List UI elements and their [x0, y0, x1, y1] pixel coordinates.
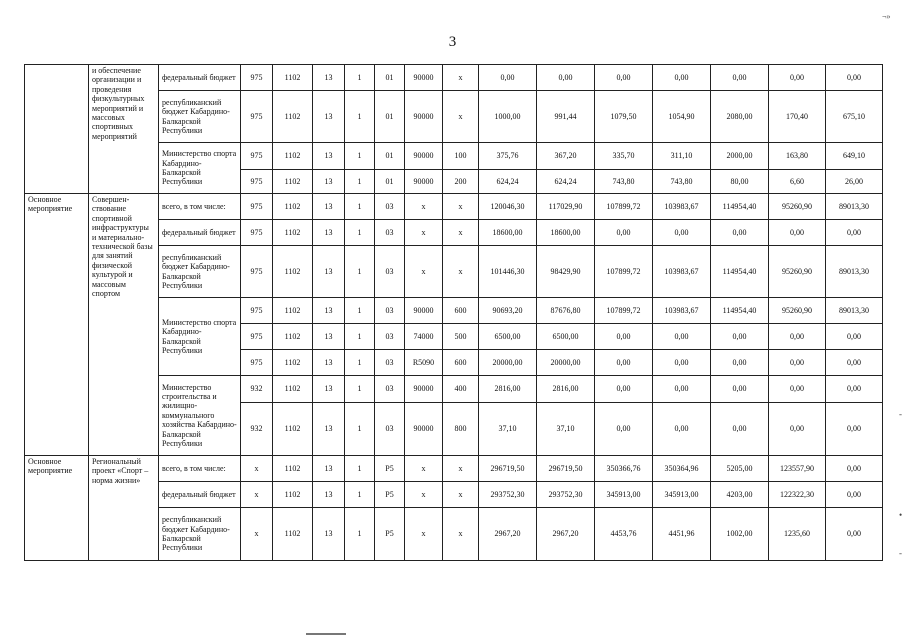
code-cell: 932 [241, 376, 273, 403]
event-name-cell: и обеспечение организации и проведения физкультурных мероприятий и массовых спортивных мероприятий [89, 65, 159, 194]
code-cell: х [443, 508, 479, 561]
value-cell: 95260,90 [769, 194, 826, 220]
code-cell: 975 [241, 91, 273, 143]
value-cell: 0,00 [769, 376, 826, 403]
code-cell: 1 [345, 194, 375, 220]
code-cell: 1102 [273, 220, 313, 246]
value-cell: 0,00 [769, 65, 826, 91]
value-cell: 0,00 [653, 350, 711, 376]
code-cell: 01 [375, 65, 405, 91]
funding-source-cell: республиканский бюджет Кабардино-Балкарской Республики [159, 246, 241, 298]
value-cell: 114954,40 [711, 194, 769, 220]
value-cell: 350364,96 [653, 456, 711, 482]
event-type-cell [25, 65, 89, 194]
side-mark: • [899, 510, 903, 520]
code-cell: 975 [241, 350, 273, 376]
code-cell: 13 [313, 170, 345, 194]
code-cell: 1 [345, 220, 375, 246]
code-cell: 13 [313, 376, 345, 403]
code-cell: 13 [313, 194, 345, 220]
value-cell: 0,00 [653, 403, 711, 456]
code-cell: 90000 [405, 65, 443, 91]
value-cell: 0,00 [826, 350, 883, 376]
funding-source-cell: республиканский бюджет Кабардино-Балкарской Республики [159, 508, 241, 561]
value-cell: 2967,20 [537, 508, 595, 561]
value-cell: 37,10 [537, 403, 595, 456]
value-cell: 0,00 [479, 65, 537, 91]
event-type-cell: Основное мероприятие [25, 456, 89, 561]
code-cell: х [443, 246, 479, 298]
value-cell: 345913,00 [653, 482, 711, 508]
value-cell: 350366,76 [595, 456, 653, 482]
code-cell: 1 [345, 170, 375, 194]
code-cell: 01 [375, 170, 405, 194]
code-cell: 100 [443, 143, 479, 170]
value-cell: 103983,67 [653, 246, 711, 298]
code-cell: х [241, 482, 273, 508]
code-cell: х [405, 508, 443, 561]
code-cell: 13 [313, 350, 345, 376]
code-cell: 975 [241, 298, 273, 324]
code-cell: 74000 [405, 324, 443, 350]
value-cell: 0,00 [595, 350, 653, 376]
code-cell: 13 [313, 482, 345, 508]
value-cell: 0,00 [595, 376, 653, 403]
value-cell: 89013,30 [826, 298, 883, 324]
bottom-mark [306, 633, 346, 635]
value-cell: 0,00 [595, 220, 653, 246]
funding-source-cell: федеральный бюджет [159, 220, 241, 246]
code-cell: 1 [345, 91, 375, 143]
code-cell: 13 [313, 220, 345, 246]
code-cell: 500 [443, 324, 479, 350]
value-cell: 2967,20 [479, 508, 537, 561]
value-cell: 0,00 [595, 403, 653, 456]
code-cell: х [443, 91, 479, 143]
code-cell: 1 [345, 350, 375, 376]
value-cell: 107899,72 [595, 246, 653, 298]
code-cell: 975 [241, 170, 273, 194]
value-cell: 375,76 [479, 143, 537, 170]
code-cell: 1102 [273, 246, 313, 298]
value-cell: 26,00 [826, 170, 883, 194]
value-cell: 991,44 [537, 91, 595, 143]
code-cell: 1102 [273, 91, 313, 143]
code-cell: 1102 [273, 194, 313, 220]
value-cell: 0,00 [711, 220, 769, 246]
code-cell: 03 [375, 324, 405, 350]
code-cell: 975 [241, 220, 273, 246]
event-name-cell: Совершен-ствование спортивной инфраструктуры и материально-технической базы для занятий физической культурой и массовым спортом [89, 194, 159, 456]
value-cell: 2000,00 [711, 143, 769, 170]
funding-source-cell: федеральный бюджет [159, 65, 241, 91]
code-cell: 01 [375, 91, 405, 143]
value-cell: 624,24 [479, 170, 537, 194]
code-cell: 03 [375, 298, 405, 324]
value-cell: 1054,90 [653, 91, 711, 143]
code-cell: 13 [313, 324, 345, 350]
value-cell: 0,00 [711, 324, 769, 350]
budget-table [24, 64, 883, 561]
value-cell: 6500,00 [479, 324, 537, 350]
code-cell: 400 [443, 376, 479, 403]
code-cell: 13 [313, 508, 345, 561]
code-cell: 03 [375, 350, 405, 376]
code-cell: 975 [241, 65, 273, 91]
code-cell: х [405, 456, 443, 482]
funding-source-cell: республиканский бюджет Кабардино-Балкарской Республики [159, 91, 241, 143]
value-cell: 6500,00 [537, 324, 595, 350]
code-cell: 975 [241, 324, 273, 350]
value-cell: 0,00 [826, 482, 883, 508]
side-mark: - [899, 548, 902, 558]
value-cell: 0,00 [769, 324, 826, 350]
value-cell: 0,00 [826, 456, 883, 482]
code-cell: 1102 [273, 482, 313, 508]
value-cell: 87676,80 [537, 298, 595, 324]
code-cell: 13 [313, 246, 345, 298]
code-cell: х [443, 65, 479, 91]
code-cell: P5 [375, 456, 405, 482]
code-cell: 1 [345, 65, 375, 91]
value-cell: 0,00 [595, 65, 653, 91]
code-cell: 1102 [273, 298, 313, 324]
code-cell: х [405, 194, 443, 220]
code-cell: х [443, 482, 479, 508]
code-cell: 03 [375, 403, 405, 456]
code-cell: 1102 [273, 376, 313, 403]
value-cell: 122322,30 [769, 482, 826, 508]
value-cell: 89013,30 [826, 246, 883, 298]
value-cell: 120046,30 [479, 194, 537, 220]
code-cell: 1102 [273, 508, 313, 561]
code-cell: 932 [241, 403, 273, 456]
value-cell: 163,80 [769, 143, 826, 170]
value-cell: 80,00 [711, 170, 769, 194]
code-cell: 1 [345, 482, 375, 508]
value-cell: 2816,00 [537, 376, 595, 403]
table-row [25, 194, 883, 220]
table-row [25, 65, 883, 91]
code-cell: 1 [345, 143, 375, 170]
value-cell: 114954,40 [711, 298, 769, 324]
code-cell: 03 [375, 220, 405, 246]
value-cell: 0,00 [769, 350, 826, 376]
corner-mark: ¬» [882, 12, 891, 21]
value-cell: 117029,90 [537, 194, 595, 220]
code-cell: х [405, 482, 443, 508]
value-cell: 0,00 [653, 65, 711, 91]
value-cell: 101446,30 [479, 246, 537, 298]
value-cell: 1000,00 [479, 91, 537, 143]
value-cell: 95260,90 [769, 246, 826, 298]
table-body [25, 65, 883, 561]
value-cell: 367,20 [537, 143, 595, 170]
funding-source-cell: всего, в том числе: [159, 456, 241, 482]
value-cell: 2816,00 [479, 376, 537, 403]
value-cell: 0,00 [769, 220, 826, 246]
value-cell: 1235,60 [769, 508, 826, 561]
page-number: 3 [448, 34, 457, 50]
code-cell: 1102 [273, 143, 313, 170]
code-cell: 90000 [405, 376, 443, 403]
code-cell: 975 [241, 143, 273, 170]
funding-source-cell: федеральный бюджет [159, 482, 241, 508]
value-cell: 649,10 [826, 143, 883, 170]
value-cell: 114954,40 [711, 246, 769, 298]
value-cell: 170,40 [769, 91, 826, 143]
value-cell: 0,00 [711, 350, 769, 376]
code-cell: 1 [345, 456, 375, 482]
code-cell: х [443, 456, 479, 482]
code-cell: 200 [443, 170, 479, 194]
code-cell: 90000 [405, 298, 443, 324]
funding-source-cell: Министерство спорта Кабардино-Балкарской Республики [159, 143, 241, 194]
value-cell: 675,10 [826, 91, 883, 143]
code-cell: 1102 [273, 350, 313, 376]
value-cell: 0,00 [653, 376, 711, 403]
value-cell: 0,00 [595, 324, 653, 350]
code-cell: 1 [345, 324, 375, 350]
code-cell: P5 [375, 482, 405, 508]
code-cell: R5090 [405, 350, 443, 376]
value-cell: 103983,67 [653, 194, 711, 220]
value-cell: 37,10 [479, 403, 537, 456]
value-cell: 107899,72 [595, 194, 653, 220]
value-cell: 335,70 [595, 143, 653, 170]
value-cell: 0,00 [653, 324, 711, 350]
value-cell: 743,80 [653, 170, 711, 194]
value-cell: 18600,00 [479, 220, 537, 246]
event-name-cell: Региональный проект «Спорт – норма жизни» [89, 456, 159, 561]
code-cell: 13 [313, 456, 345, 482]
code-cell: 975 [241, 194, 273, 220]
code-cell: P5 [375, 508, 405, 561]
value-cell: 0,00 [826, 324, 883, 350]
value-cell: 95260,90 [769, 298, 826, 324]
value-cell: 20000,00 [479, 350, 537, 376]
value-cell: 4453,76 [595, 508, 653, 561]
code-cell: 90000 [405, 403, 443, 456]
side-mark: - [899, 409, 902, 419]
code-cell: 01 [375, 143, 405, 170]
value-cell: 0,00 [711, 376, 769, 403]
code-cell: 90000 [405, 170, 443, 194]
value-cell: 0,00 [826, 220, 883, 246]
value-cell: 103983,67 [653, 298, 711, 324]
code-cell: 1102 [273, 324, 313, 350]
code-cell: х [443, 194, 479, 220]
value-cell: 293752,30 [537, 482, 595, 508]
funding-source-cell: всего, в том числе: [159, 194, 241, 220]
code-cell: х [405, 220, 443, 246]
event-type-cell: Основное мероприятие [25, 194, 89, 456]
code-cell: 800 [443, 403, 479, 456]
value-cell: 89013,30 [826, 194, 883, 220]
code-cell: 1 [345, 508, 375, 561]
value-cell: 0,00 [826, 403, 883, 456]
code-cell: 600 [443, 298, 479, 324]
value-cell: 6,60 [769, 170, 826, 194]
code-cell: 1102 [273, 170, 313, 194]
value-cell: 0,00 [711, 65, 769, 91]
value-cell: 20000,00 [537, 350, 595, 376]
code-cell: х [443, 220, 479, 246]
code-cell: 13 [313, 91, 345, 143]
value-cell: 345913,00 [595, 482, 653, 508]
code-cell: 1102 [273, 456, 313, 482]
value-cell: 1079,50 [595, 91, 653, 143]
code-cell: 13 [313, 298, 345, 324]
value-cell: 5205,00 [711, 456, 769, 482]
value-cell: 743,80 [595, 170, 653, 194]
code-cell: 13 [313, 403, 345, 456]
code-cell: 03 [375, 246, 405, 298]
code-cell: 975 [241, 246, 273, 298]
table-row [25, 456, 883, 482]
value-cell: 296719,50 [537, 456, 595, 482]
value-cell: 293752,30 [479, 482, 537, 508]
code-cell: 600 [443, 350, 479, 376]
code-cell: 1 [345, 376, 375, 403]
value-cell: 0,00 [769, 403, 826, 456]
value-cell: 4203,00 [711, 482, 769, 508]
code-cell: 13 [313, 143, 345, 170]
value-cell: 311,10 [653, 143, 711, 170]
value-cell: 0,00 [826, 376, 883, 403]
code-cell: 1 [345, 403, 375, 456]
value-cell: 107899,72 [595, 298, 653, 324]
value-cell: 0,00 [826, 65, 883, 91]
value-cell: 624,24 [537, 170, 595, 194]
code-cell: х [405, 246, 443, 298]
code-cell: 1102 [273, 65, 313, 91]
value-cell: 296719,50 [479, 456, 537, 482]
value-cell: 1002,00 [711, 508, 769, 561]
code-cell: 03 [375, 376, 405, 403]
code-cell: х [241, 456, 273, 482]
code-cell: 90000 [405, 91, 443, 143]
value-cell: 0,00 [711, 403, 769, 456]
code-cell: 1102 [273, 403, 313, 456]
code-cell: х [241, 508, 273, 561]
funding-source-cell: Министерство строительства и жилищно-коммунального хозяйства Кабардино-Балкарской Республики [159, 376, 241, 456]
value-cell: 98429,90 [537, 246, 595, 298]
code-cell: 1 [345, 246, 375, 298]
value-cell: 90693,20 [479, 298, 537, 324]
value-cell: 123557,90 [769, 456, 826, 482]
code-cell: 1 [345, 298, 375, 324]
code-cell: 90000 [405, 143, 443, 170]
value-cell: 0,00 [537, 65, 595, 91]
code-cell: 13 [313, 65, 345, 91]
value-cell: 0,00 [653, 220, 711, 246]
value-cell: 4451,96 [653, 508, 711, 561]
code-cell: 03 [375, 194, 405, 220]
funding-source-cell: Министерство спорта Кабардино-Балкарской Республики [159, 298, 241, 376]
value-cell: 2080,00 [711, 91, 769, 143]
value-cell: 18600,00 [537, 220, 595, 246]
value-cell: 0,00 [826, 508, 883, 561]
